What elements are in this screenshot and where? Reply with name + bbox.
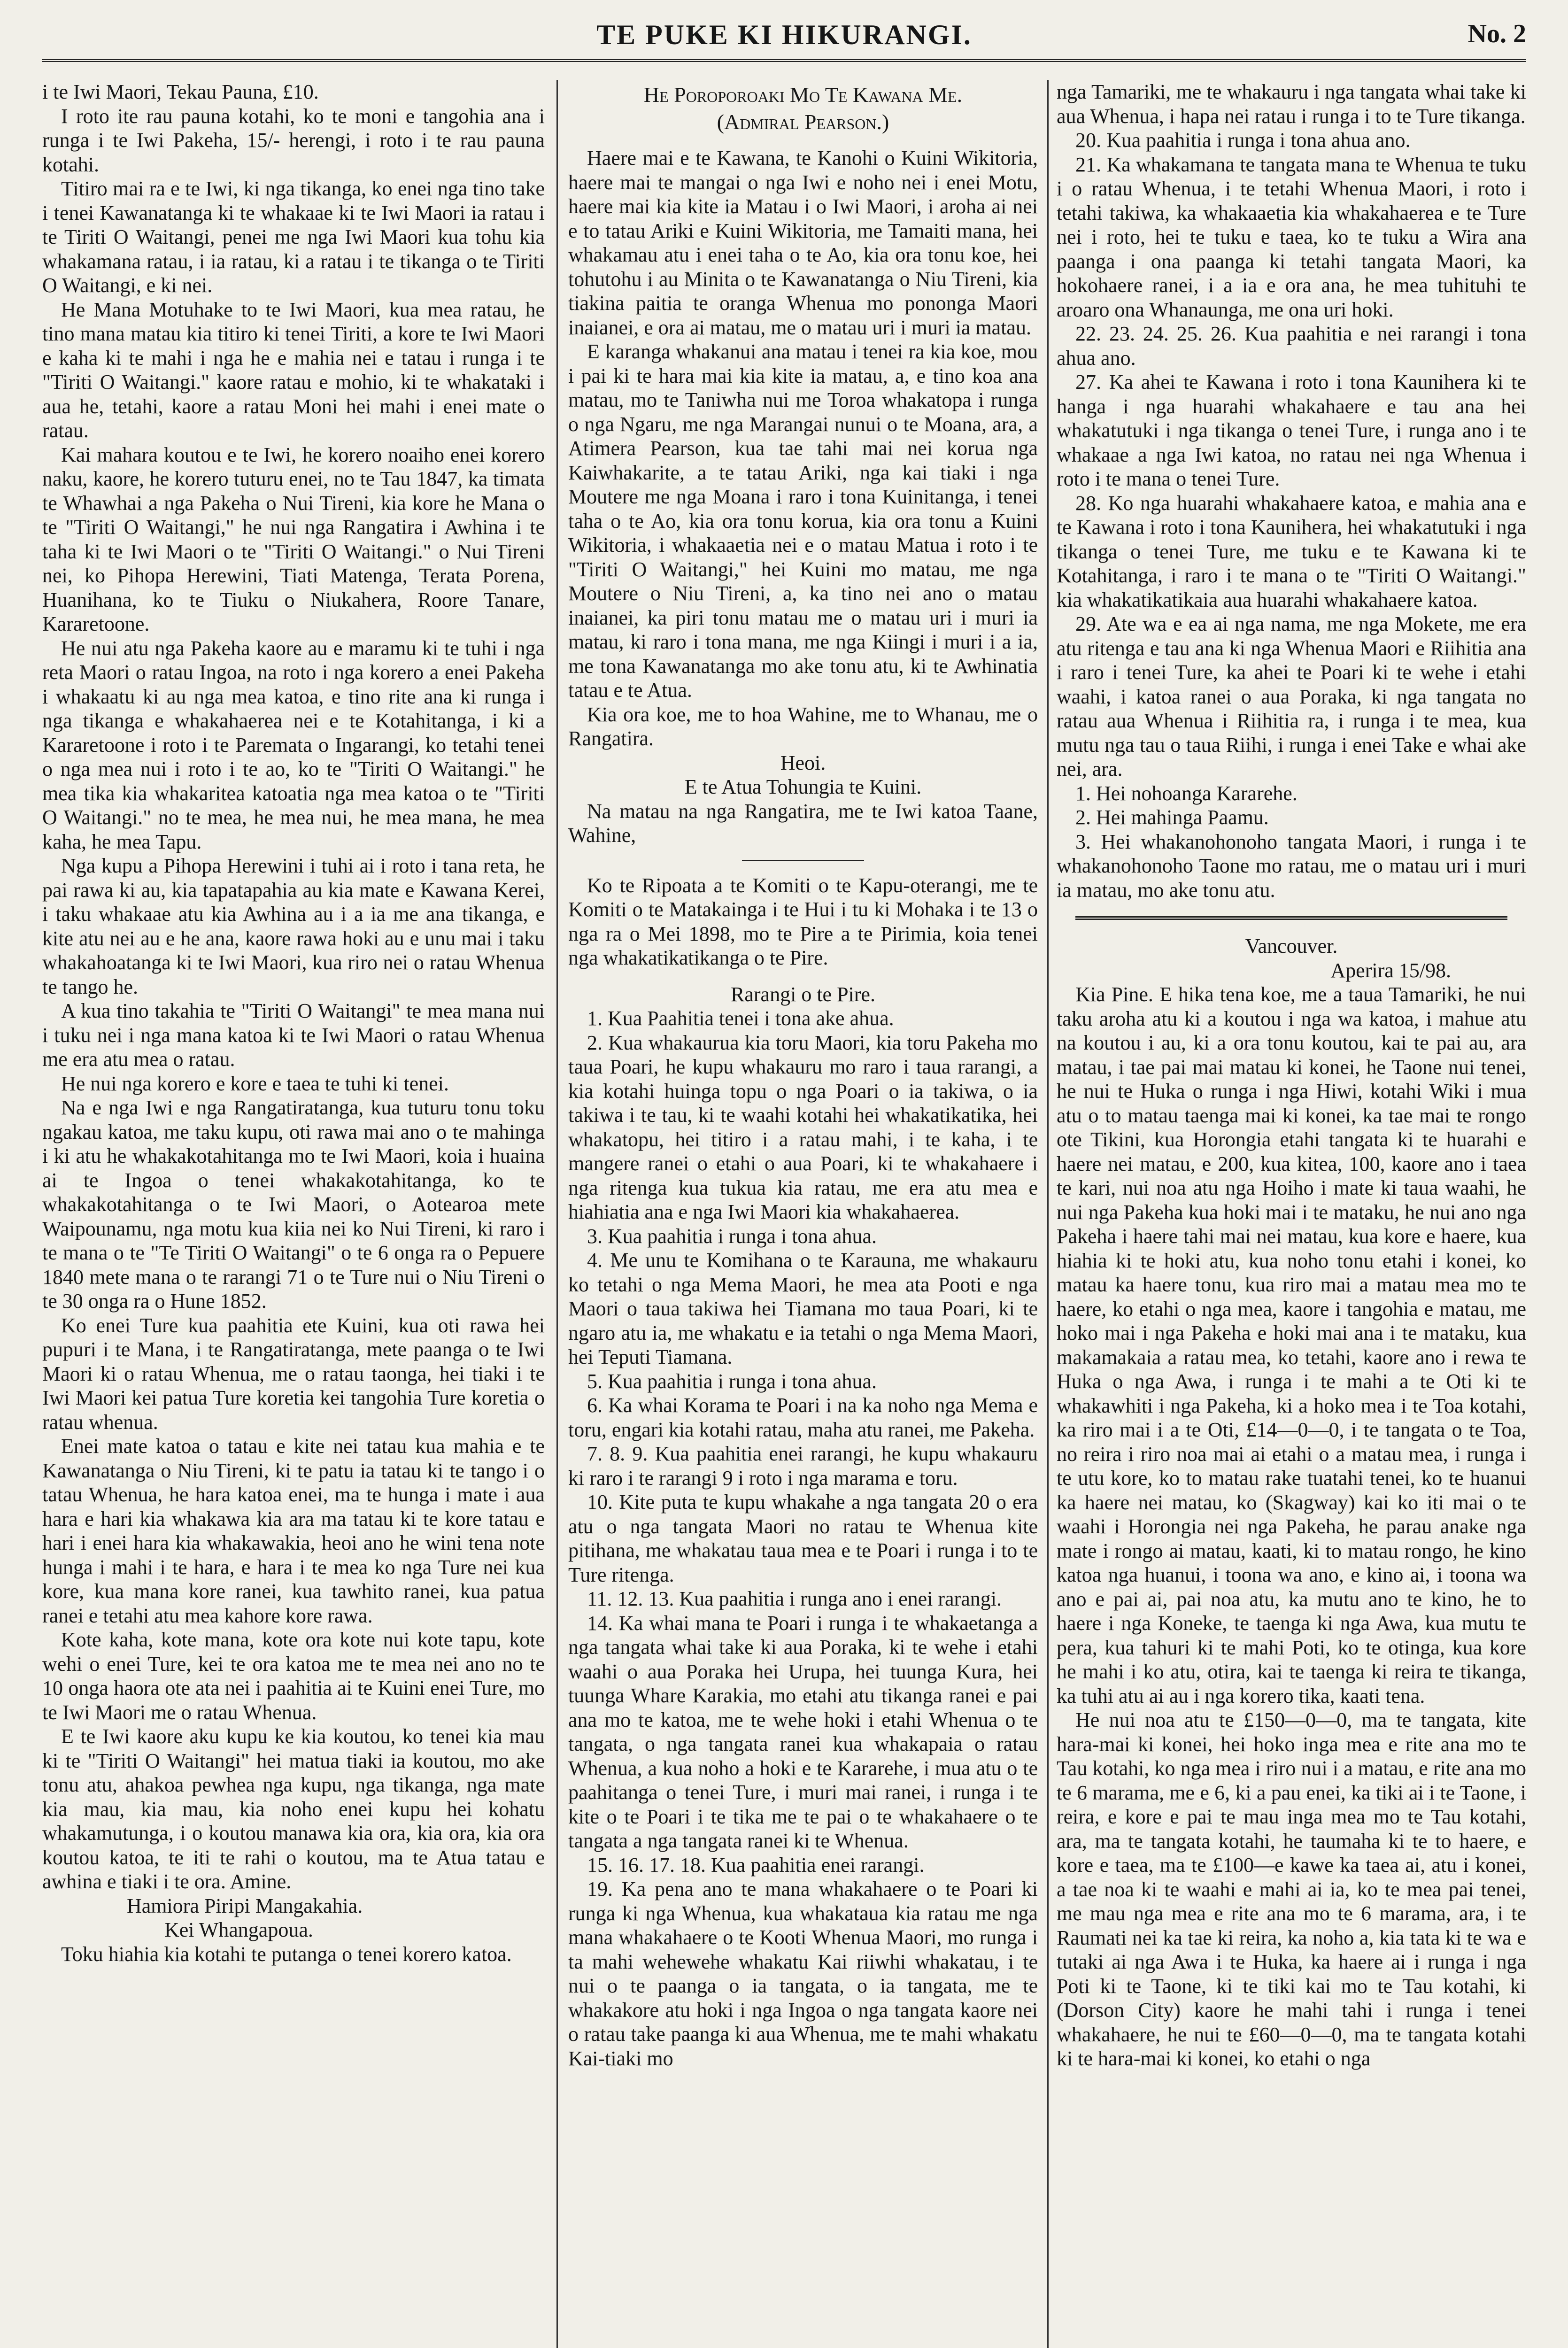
poem-closing: E te Atua Tohungia te Kuini.: [684, 775, 922, 798]
items-heading: Rarangi o te Pire.: [731, 982, 875, 1006]
paragraph: Kia ora koe, me to hoa Wahine, me to Whanau, me o Rangatira.: [568, 703, 1038, 750]
column-2: [568, 80, 1038, 2348]
signature-place: Kei Whangapoua.: [164, 1918, 313, 1941]
paragraph: Kai mahara koutou e te Iwi, he korero noaiho enei korero naku, kaore, he korero tuturu enei, no te Tau 1847, ka timata te Whawhai a nga Pakeha o Nui Tireni, kia kore he Mana o te "Tiriti O Waitangi," he nui nga Rangatira i Awhina i te taha ki te Iwi Maori o te "Tiriti O Waitangi." o Nui Tireni nei, ko Pihopa Herewini, Tiati Matenga, Terata Porena, Huanihana, ko te Tiuku o Niukahera, Roore Tanare, Kararetoone.: [42, 443, 545, 635]
list-item: 15. 16. 17. 18. Kua paahitia enei rarangi.: [587, 1853, 925, 1877]
list-item: 19. Ka pena ano te mana whakahaere o te Poari ki runga ki nga Whenua, kua whakataua kia ratau me nga mana whakahaere o te Kooti Whenua Maori, mo runga i ta mahi wehewehe whakatu Kai riiwhi whakatau, i te nui o te paanga o ia tangata, o ia tangata, me te whakakore atu hoki i nga Ingoa o nga tangata kaore nei o ratau take paanga ki aua Whenua, me te mahi whakatu Kai-tiaki mo: [568, 1877, 1038, 2070]
paragraph: Enei mate katoa o tatau e kite nei tatau kua mahia e te Kawanatanga o Niu Tireni, ki te patu ia tatau ki te tango i o tatau Whenua, he hara katoa enei, ma te hunga i mate i aua hara e hari kia whakawa kia ara ma tatau ki te kore tatau e hari i enei hara kia whakawakia, heoi ano he wini tena note hunga i mahi i te hara, e hara i te mea ko nga Ture nei kua kore, kua mana kore ranei, kua tawhito ranei, kua patua ranei e tetahi atu mea kahore kore rawa.: [42, 1435, 545, 1627]
list-item: 22. 23. 24. 25. 26. Kua paahitia e nei rarangi i tona ahua ano.: [1057, 322, 1526, 370]
sub-list-item: 3. Hei whakanohonoho tangata Maori, i runga i te whakanohonoho Taone mo ratau, me o matau uri i muri ia matau, mo ake tonu atu.: [1057, 830, 1526, 902]
paragraph: Toku hiahia kia kotahi te putanga o tenei korero katoa.: [61, 1942, 512, 1966]
sub-list-item: 2. Hei mahinga Paamu.: [1075, 806, 1269, 829]
column-3: [1057, 80, 1526, 2348]
newspaper-title: TE PUKE KI HIKURANGI.: [596, 19, 972, 50]
list-item: 3. Kua paahitia i runga i tona ahua.: [587, 1224, 877, 1248]
paragraph: He nui nga korero e kore e taea te tuhi ki tenei.: [61, 1072, 449, 1095]
section-double-rule: [1075, 916, 1507, 920]
paragraph: E karanga whakanui ana matau i tenei ra kia koe, mou i pai ki te hara mai kia kite ia matau, a, e tino koa ana matau, mo te Taniwha nui me Toroa whakatopa i runga o nga Ngaru, me nga Marangai nunui o te Moana, ara, a Atimera Pearson, kua tae tahi mai nei korua nga Kaiwhakarite, a te tatau Ariki, nga kai tiaki i nga Moutere me nga Moana i raro i tona Kuinitanga, i tenei taha o te Ao, kia ora tonu korua, kia ora tonu a Kuini Wikitoria, i whakaaetia nei e o matau Matua i roto i te "Tiriti O Waitangi," hei Kuini mo matau, me nga Moutere o Niu Tireni, a, ka tino nei ano o matau inaianei, ka piri tonu matau me o matau uri i muri ia matau, ki raro i tona mana, me nga Kiingi i muri i a ia, me tona Kawanatanga mo ake tonu atu, ki te Awhinatia tatau e te Atua.: [568, 340, 1038, 702]
page-number: No. 2: [1468, 19, 1526, 48]
letter-place: Vancouver.: [1245, 935, 1338, 958]
list-item: 10. Kite puta te kupu whakahe a nga tangata 20 o era atu o nga tangata Maori no ratau te Whenua kite pitihana, me whakatau taua mea e te Poari i runga i to te Ture ritenga.: [568, 1491, 1038, 1586]
signature-name: Hamiora Piripi Mangakahia.: [127, 1894, 363, 1917]
page-header: [42, 19, 1526, 70]
list-item: 7. 8. 9. Kua paahitia enei rarangi, he kupu whakauru ki raro i te rarangi 9 i roto i nga marama e toru.: [568, 1442, 1038, 1490]
paragraph: He nui atu nga Pakeha kaore au e maramu ki te tuhi i nga reta Maori o ratau Ingoa, na roto i nga korero a enei Pakeha i whakaatu ki au nga mea katoa, e tino rite ana ki runga i nga tikanga e whakahaerea nei e te Kotahitanga, i ki a Kararetoone i roto i te Paremata o Ingarangi, ko tetahi tenei o nga mea nui i roto i te ao, ko te "Tiriti O Waitangi." he mea tika kia whakaritea katoatia nga mea katoa o te "Tiriti O Waitangi." no te mea, he mea nui, he mea mana, he mea kaha, he mea Tapu.: [42, 636, 545, 853]
paragraph: nga Tamariki, me te whakauru i nga tangata whai take ki aua Whenua, i hapa nei ratau i runga i to te Ture tikanga.: [1057, 80, 1526, 128]
list-item: 6. Ka whai Korama te Poari i na ka noho nga Mema e toru, engari kia kotahi ratau, maha atu ranei, me Pakeha.: [568, 1394, 1038, 1441]
section-rule: [742, 860, 864, 861]
list-item: 20. Kua paahitia i runga i tona ahua ano.: [1075, 129, 1411, 152]
column-divider-1: [556, 80, 558, 2348]
paragraph: He Mana Motuhake to te Iwi Maori, kua mea ratau, he tino mana matau kia titiro ki tenei Tiriti, a kore te Iwi Maori e kaha ki te mahi i nga he e mahia nei e tatau i runga i te "Tiriti O Waitangi." kaore ratau e mohio, ki te whakataki i aua he, tetahi, kaore a ratau Moni hei mahi i enei mate o ratau.: [42, 298, 545, 442]
paragraph: Nga kupu a Pihopa Herewini i tuhi ai i roto i tana reta, he pai rawa ki au, kia tapatapahia au kia mate e Kawana Kerei, i taku whakaae atu kia Awhina au i a ia me ana tikanga, e kite atu nei au e he ana, kaore rawa hoki au e unu mai i taku whakahoatanga ki te Iwi Maori, kua riro nei o ratau Whenua te tango he.: [42, 854, 545, 998]
list-item: 29. Ate wa e ea ai nga nama, me nga Mokete, me era atu ritenga e tau ana ki nga Whenua Maori e Riihitia ana i raro i tenei Ture, ka ahei te Poari ki te wehe i etahi waahi, i katoa ranei o aua Poraka, ki nga tangata no ratau aua Whenua i Riihitia ra, i runga i te mea, kua mutu nga tau o taua Riihi, i runga i enei Take e whai ake nei, ara.: [1057, 612, 1526, 780]
poem-title: He Poroporoaki Mo Te Kawana Me.: [643, 83, 963, 107]
poem-heoi: Heoi.: [780, 751, 826, 774]
paragraph: Na e nga Iwi e nga Rangatiratanga, kua tuturu tonu toku ngakau katoa, me taku kupu, oti rawa mai ano o te mahinga i ki atu he whakakotahitanga mo te Iwi Maori, koia i huaina ai te Ingoa o tenei whakakotahitanga, ko te whakakotahitanga o te Iwi Maori, o Aotearoa mete Waipounamu, nga motu kua kiia nei ko Nui Tireni, ki raro i te mana o te "Te Tiriti O Waitangi" o te 6 onga ra o Pepuere 1840 mete mana o te rarangi 71 o te Ture nui o Niu Tireni o te 30 onga ra o Hune 1852.: [42, 1096, 545, 1313]
list-item: 28. Ko nga huarahi whakahaere katoa, e mahia ana e te Kawana i roto i tona Kaunihera, hei whakatutuki i nga tikanga o tenei Ture, me tuku e te Kawana ki te Kotahitanga, i raro i te mana o te "Tiriti O Waitangi." kia whakatikatikaia aua huarahi whakahaere katoa.: [1057, 491, 1526, 611]
paragraph: Haere mai e te Kawana, te Kanohi o Kuini Wikitoria, haere mai te mangai o nga Iwi e noho nei i enei Motu, haere mai kia kite ia Matau i o Iwi Maori, i aroha ai nei e to tatau Ariki e Kuini Wikitoria, me Tamaiti mana, hei whakamau atu i enei taha o te Ao, kia ora tonu koe, hei tohutohu i au Minita o te Kawanatanga o Niu Tireni, kia tiakina paitia te oranga Whenua mo pononga Maori inaianei, e ora ai matau, me o matau uri i muri ia matau.: [568, 147, 1038, 339]
list-item: 5. Kua paahitia i runga i tona ahua.: [587, 1369, 877, 1393]
letter-paragraph: He nui noa atu te £150—0—0, ma te tangata, kite hara-mai ki konei, hei hoko inga mea e rite ana mo te Tau kotahi, ko nga mea i riro nui i a matau, e rite ana mo te 6 marama, me e 6, ki a pau enei, ka tiki ai i te Taone, i reira, e kore e pai te mau inga mea mo te Tau kotahi, ara, ma te tangata kotahi, he taumaha ki te to haere, e kore e taea, ma te £100—e kawe ka taea ai, atu i konei, a tae noa ki te waahi e mahi ai ia, ko te mea pai tenei, me mau nga mea e rite ana mo te 6 marama, ara, i te Raumati nei ka tae ki reira, ka noho a, kia tata ki te wa e tutaki ai nga Awa i te Huka, ka haere ai i runga i nga Poti ki te Taone, ki te tiki kai mo te Tau kotahi, ki (Dorson City) kaore he mahi tahi i runga i tenei whakahaere, he nui te £60—0—0, ma te tangata kotahi ki te hara-mai ki konei, ko etahi o nga: [1057, 1708, 1526, 2070]
letter-paragraph: Kia Pine. E hika tena koe, me a taua Tamariki, he nui taku aroha atu ki a koutou i nga wa katoa, i mahue atu na koutou i au, ki a ora tonu koutou, kai te pai au, ara matau, i tae pai mai matau ki konei, he Taone nui tenei, he nui te Huka o runga i nga Hiwi, kotahi Wiki i mua atu o to matau taenga mai ki konei, ka tae mai te rongo ote Tikini, kua Horongia etahi tangata ki te huarahi e haere nei matau, e 200, kua kitea, 100, kaore ano i taea te kari, nui noa atu nga Hoiho i mate ki taua waahi, he nui nga Pakeha kua hoki mai i te mataku, he nui ano nga Pakeha i haere tahi mai nei matau, kua kore e haere, kua hiahia ki te hoki atu, kua noho tonu etahi i konei, ko matau ka haere tonu, kua riro mai a matau mea mo te haere, ko etahi o nga mea, kaore i tangohia e matau, me hoko mai i nga Pakeha e hoki mai ana i te mataku, kua makamakaia a ratau mea, ko tetahi, kaore ano i rewa te Huka o nga Awa, i runga i te mahi a te Oti ki te whakawhiti i nga Pakeha, ki a hoko mea i te Toa kotahi, ka riro mai i a te Oti, £14—0—0, i te tangata o te Toa, no reira i riro noa mai ai etahi o a matau mea, i runga i te utu kore, ko to matau rake tuatahi tenei, ko te huanui ka haere nei matau, ko (Skagway) kai ko iti mai o te waahi i Horongia nei nga Pakeha, he parau anake nga mate i rongo ai matau, kaati, ki to matau rongo, he kino katoa nga huanui, i toona wa ano, e kino ai, i toona wa ano e pai ai, pai noa atu, ka mutu ano te kino, he to haere i nga Koneke, te taenga ki nga Awa, kua mutu te pera, kua tahuri ki te mahi Poti, ko te otinga, kua kore he mahi i ko atu, otira, kai te taenga ki reira te tikanga, ka tuhi atu ai au i nga korero tika, kaati tena.: [1057, 983, 1526, 1707]
list-item: 11. 12. 13. Kua paahitia i runga ano i enei rarangi.: [587, 1587, 1002, 1610]
list-item: 21. Ka whakamana te tangata mana te Whenua te tuku i o ratau Whenua, i te tetahi Whenua Maori, i roto i tetahi takiwa, ka whakaaetia kia whakahaerea e te Ture nei i roto, hei te tuku e taea, ko te tuku a Wira ana paanga i ona paanga ki tetahi tangata Maori, ka hokohaere ranei, i a ia e ora ana, he mea tuhituhi te aroaro ona Whanaunga, me ona uri hoki.: [1057, 153, 1526, 321]
letter-date: Aperira 15/98.: [1330, 958, 1451, 982]
header-rule: [42, 59, 1526, 62]
list-item: 1. Kua Paahitia tenei i tona ake ahua.: [587, 1007, 894, 1030]
paragraph: I roto ite rau pauna kotahi, ko te moni e tangohia ana i runga i te Iwi Pakeha, 15/- herengi, i roto i te rau pauna kotahi.: [42, 104, 545, 176]
list-item: 27. Ka ahei te Kawana i roto i tona Kaunihera ki te hanga i nga huarahi whakahaere e tau ana hei whakatutuki i nga tikanga o tenei Ture, i runga ano i te whakaae a nga Iwi katoa, no ratau nei nga Whenua i roto i te mana o tenei Ture.: [1057, 371, 1526, 490]
list-item: 2. Kua whakaurua kia toru Maori, kia toru Pakeha mo taua Poari, he kupu whakauru mo raro i taua rarangi, a kia kotahi huinga topu o nga Poari o ia takiwa, o ia takiwa i te tau, ki te waahi kotahi hei whakatikatika, hei whakatopu, hei titiro i a ratau mahi, i te kaha, i te mangere ranei o etahi o aua Poari, ki te whakahaere i nga ritenga kua tukua kia ratau, me era atu mea e hiahiatia ana e nga Iwi Maori kia whakahaerea.: [568, 1031, 1038, 1223]
column-1: [42, 80, 545, 2348]
paragraph: A kua tino takahia te "Tiriti O Waitangi" te mea mana nui i tuku nei i nga mana katoa ki te Iwi Maori o ratau Whenua me era atu mea o ratau.: [42, 999, 545, 1071]
list-item: 4. Me unu te Komihana o te Karauna, me whakauru ko tetahi o nga Mema Maori, he mea ata Pooti e nga Maori o taua takiwa hei Tiamana mo taua Poari, ki te ngaro atu ia, me whakatu e ia tetahi o nga Mema Maori, hei Teputi Tiamana.: [568, 1249, 1038, 1368]
paragraph: Titiro mai ra e te Iwi, ki nga tikanga, ko enei nga tino take i tenei Kawanatanga ki te whakaae ki te Iwi Maori ia ratau i te Tiriti O Waitangi, penei me nga Iwi Maori kua tohu kia whakamana ratau, i ia ratau, ki a ratau i te tikanga o te Tiriti O Waitangi, e ki nei.: [42, 177, 545, 297]
paragraph: Ko enei Ture kua paahitia ete Kuini, kua oti rawa hei pupuri i te Mana, i te Rangatiratanga, mete paanga o te Iwi Maori ki o ratau Whenua, me o ratau taonga, hei tiaki i te Iwi Maori kei patua Ture koretia kei tangohia Ture koretia o ratau whenua.: [42, 1313, 545, 1434]
paragraph: Kote kaha, kote mana, kote ora kote nui kote tapu, kote wehi o enei Ture, kei te ora katoa me te mea nei ano no te 10 onga haora ote ata nei i paahitia ai te Kuini enei Ture, mo te Iwi Maori me o ratau Whenua.: [42, 1628, 545, 1724]
sub-list-item: 1. Hei nohoanga Kararehe.: [1075, 781, 1298, 805]
list-item: 14. Ka whai mana te Poari i runga i te whakaetanga a nga tangata whai take ki aua Poraka, ki te wehe i etahi waahi o aua Poraka hei Urupa, hei tuunga Kura, hei tuunga Whare Karakia, mo etahi atu tikanga ranei e pai ana mo te katoa, me te wehe hoki i etahi Whenua o te tangata, o nga tangata ranei kua whakapaia o ratau Whenua, a kua noho a hoki e te Kararehe, i mua atu o te paahitanga o tenei Ture, i muri mai ranei, i runga i te kite o te Poari i te tika me te pai o te whakahaere o te tangata a nga tangata ranei ki te Whenua.: [568, 1611, 1038, 1852]
poem-closing-signatories: Na matau na nga Rangatira, me te Iwi katoa Taane, Wahine,: [568, 799, 1038, 847]
report-paragraph: Ko te Ripoata a te Komiti o te Kapu-oterangi, me te Komiti o te Matakainga i te Hui i tu ki Mohaka i te 13 o nga ra o Mei 1898, mo te Pire a te Pirimia, koia tenei nga whakatikatikanga o te Pire.: [568, 873, 1038, 969]
column-divider-2: [1047, 80, 1049, 2348]
paragraph: E te Iwi kaore aku kupu ke kia koutou, ko tenei kia mau ki te "Tiriti O Waitangi" hei matua tiaki ia koutou, mo ake tonu atu, ahakoa pewhea nga kupu, nga tikanga, nga mate kia mau, kia mau, kia noho enei kupu hei kohatu whakamutunga, i o koutou manawa kia ora, kia ora, kia ora koutou katoa, te iti te rahi o koutou, ma te Atua tatau e awhina e tiaki i te ora. Amine.: [42, 1725, 545, 1893]
poem-subtitle: (Admiral Pearson.): [717, 109, 889, 134]
paragraph: i te Iwi Maori, Tekau Pauna, £10.: [42, 80, 319, 103]
